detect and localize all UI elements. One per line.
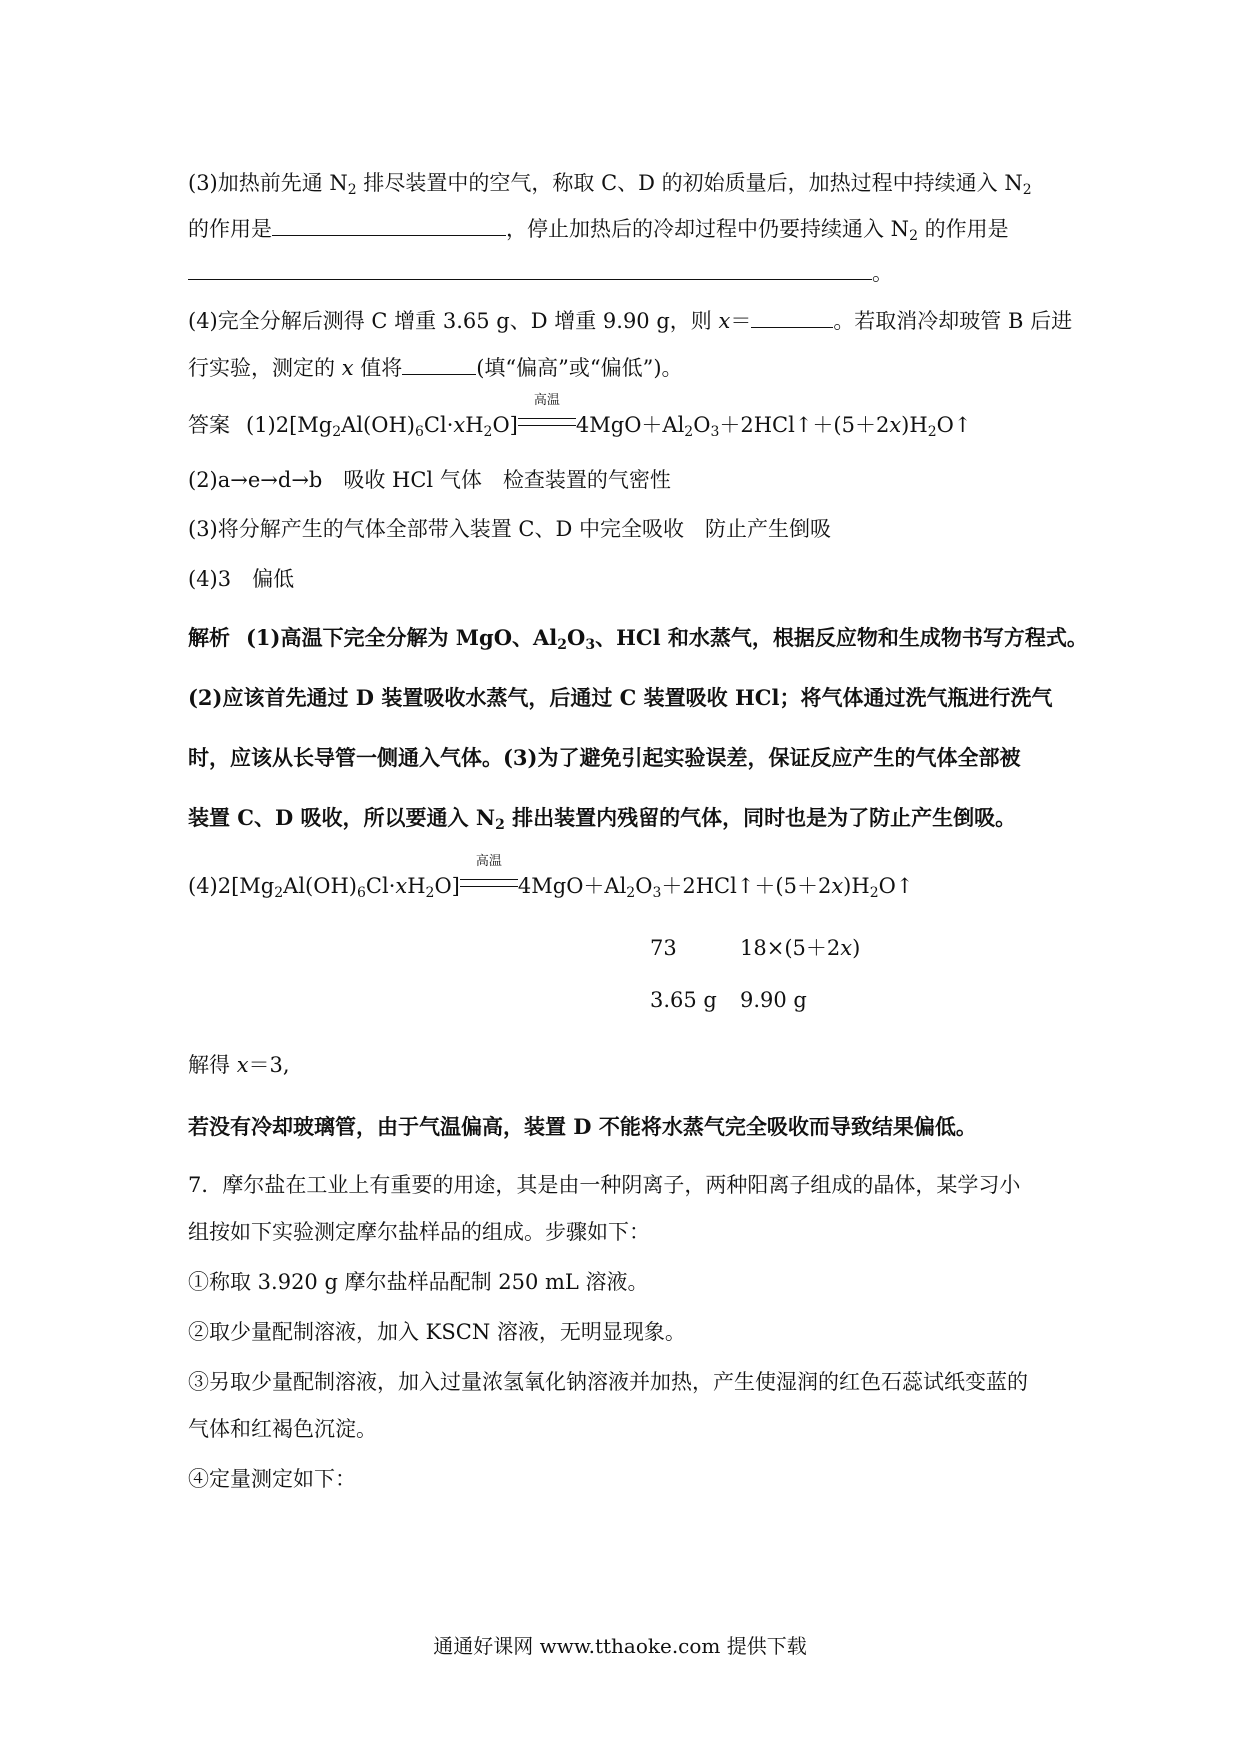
q4-text: (填“偏高”或“偏低”)。 [476,356,683,380]
variable: x [341,356,354,380]
subscript: 2 [869,885,879,901]
formula-part: 4MgO＋Al [575,413,685,437]
subscript: 2 [684,424,694,440]
q4-text: 行实验，测定的 [188,356,342,380]
formula-part: (4)2[Mg [188,874,275,898]
reaction-arrow [460,854,518,901]
analysis-line-3: 时，应该从长导管一侧通入气体。(3)为了避免引起实验误差，保证反应产生的气体全部被 [188,745,1021,770]
answer-label: 答案 [188,413,230,437]
subscript: 2 [495,817,505,833]
formula-part: ) [852,936,861,960]
q7-step-1: ①称取 3.920 g 摩尔盐样品配制 250 mL 溶液。 [188,1270,649,1294]
analysis-line-1 [188,623,1088,653]
formula-part: Al(OH) [341,413,415,437]
conclusion-line: 若没有冷却玻璃管，由于气温偏高，装置 D 不能将水蒸气完全吸收而导致结果偏低。 [188,1114,977,1139]
q3-line-1 [188,168,1032,198]
equals-bar [460,879,518,887]
subscript: 2 [626,885,636,901]
q4-text: 。若取消冷却玻管 B 后进 [833,309,1073,333]
formula-part: Al(OH) [283,874,357,898]
answer-line-1 [188,393,972,440]
answer-blank [272,215,506,236]
solve-text: ＝3, [248,1053,290,1077]
solve-line [188,1050,290,1080]
subscript: 2 [909,228,918,244]
subscript: 2 [274,885,284,901]
ratio-row1-col1: 73 [650,936,677,960]
q3-text: (3)加热前先通 N [188,171,348,195]
q3-line-3 [188,258,893,288]
analysis-text: 排出装置内残留的气体，同时也是为了防止产生倒吸。 [504,805,1017,830]
formula-part: O↑ [936,413,972,437]
variable: x [889,413,902,437]
formula-part: 18×(5＋2 [740,936,841,960]
analysis-text: 装置 C、D 吸收，所以要通入 N [188,805,496,830]
ratio-row2-col1: 3.65 g [650,988,717,1012]
formula-part: (1)2[Mg [246,413,333,437]
answer-line-3: (3)将分解产生的气体全部带入装置 C、D 中完全吸收 防止产生倒吸 [188,517,831,541]
formula-part: H [407,874,426,898]
q4-line-1 [188,306,1072,336]
analysis-text: O [567,625,586,650]
formula-part: )H [901,413,928,437]
formula-part: O] [492,413,518,437]
q4-text: (4)完全分解后测得 C 增重 3.65 g、D 增重 9.90 g，则 [188,309,719,333]
formula-part: O↑ [878,874,914,898]
formula-part: O] [434,874,460,898]
analysis-text: (1)高温下完全分解为 MgO、Al [246,625,558,650]
q4-line-2 [188,353,683,383]
formula-part: ＋2HCl↑＋(5＋2 [661,874,832,898]
formula-part: )H [843,874,870,898]
q4-text: ＝ [730,309,752,333]
ratio-row2-col2: 9.90 g [740,988,807,1012]
subscript: 3 [710,424,720,440]
variable: x [395,874,408,898]
variable: x [718,309,731,333]
formula-part: O [693,413,711,437]
answer-blank [402,354,476,375]
answer-blank [188,259,872,280]
reaction-condition: 高温 [475,854,502,869]
q7-step-3-line-2: 气体和红褐色沉淀。 [188,1417,377,1441]
q7-line-1: 7．摩尔盐在工业上有重要的用途，其是由一种阴离子，两种阳离子组成的晶体，某学习小 [188,1173,1021,1197]
formula-part: Cl· [365,874,396,898]
subscript: 2 [557,637,568,653]
q3-text: 。 [872,261,893,285]
reaction-condition: 高温 [533,393,560,408]
q3-text: ，停止加热后的冷却过程中仍要持续通入 N [506,217,910,241]
subscript: 2 [1022,182,1032,198]
analysis-line-2: (2)应该首先通过 D 装置吸收水蒸气，后通过 C 装置吸收 HCl；将气体通过洗气瓶进行洗气 [188,685,1053,710]
subscript: 3 [585,637,596,653]
subscript: 6 [414,424,424,440]
formula-part: Cl· [423,413,454,437]
subscript: 2 [425,885,435,901]
formula-part: ＋2HCl↑＋(5＋2 [719,413,890,437]
page-footer: 通通好课网 www.tthaoke.com 提供下载 [433,1634,807,1658]
solve-text: 解得 [188,1053,237,1077]
answer-line-4: (4)3 偏低 [188,567,295,591]
q3-line-2 [188,214,1009,244]
subscript: 2 [347,182,357,198]
answer-line-2: (2)a→e→d→b 吸收 HCl 气体 检查装置的气密性 [188,468,671,492]
reaction-arrow [518,393,576,440]
answer-blank [751,307,833,328]
q7-step-3-line-1: ③另取少量配制溶液，加入过量浓氢氧化钠溶液并加热，产生使湿润的红色石蕊试纸变蓝的 [188,1370,1028,1394]
q7-line-2: 组按如下实验测定摩尔盐样品的组成。步骤如下： [188,1220,650,1244]
variable: x [453,413,466,437]
subscript: 2 [332,424,342,440]
q3-text: 排尽装置中的空气，称取 C、D 的初始质量后，加热过程中持续通入 N [356,171,1023,195]
q7-step-2: ②取少量配制溶液，加入 KSCN 溶液，无明显现象。 [188,1320,686,1344]
formula-part: 4MgO＋Al [517,874,627,898]
q7-step-4: ④定量测定如下： [188,1467,356,1491]
subscript: 6 [356,885,366,901]
analysis-text: 、HCl 和水蒸气，根据反应物和生成物书写方程式。 [595,625,1088,650]
subscript: 3 [652,885,662,901]
analysis-label: 解析 [188,625,230,650]
q4-text: 值将 [353,356,403,380]
analysis-equation [188,854,914,901]
formula-part: O [635,874,653,898]
variable: x [840,936,853,960]
q3-text: 的作用是 [188,217,272,241]
ratio-row1-col2 [740,933,860,963]
analysis-line-4 [188,803,1016,833]
subscript: 2 [483,424,493,440]
variable: x [236,1053,249,1077]
formula-part: H [465,413,484,437]
variable: x [831,874,844,898]
subscript: 2 [927,424,937,440]
equals-bar [518,418,576,426]
q3-text: 的作用是 [917,217,1009,241]
